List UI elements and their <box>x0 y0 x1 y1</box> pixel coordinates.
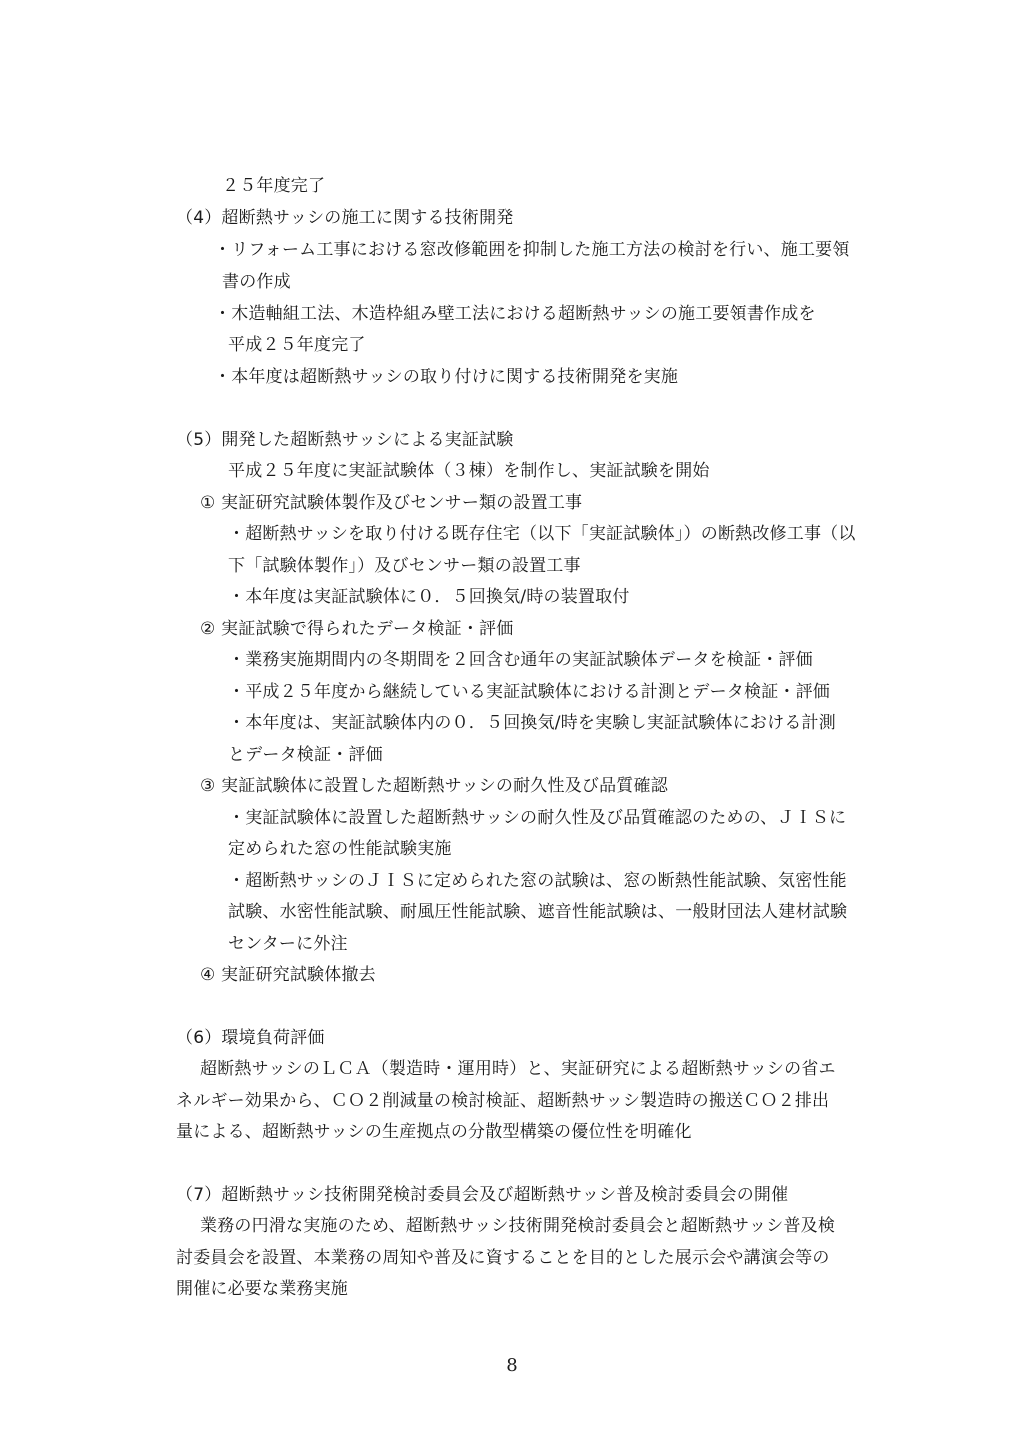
section-heading-4: （4）超断熱サッシの施工に関する技術開発 <box>176 208 514 228</box>
text-line: ・本年度は超断熱サッシの取り付けに関する技術開発を実施 <box>214 367 679 387</box>
text-line: 平成２５年度に実証試験体（３棟）を制作し、実証試験を開始 <box>228 461 710 481</box>
subsection-heading-3: ③ 実証試験体に設置した超断熱サッシの耐久性及び品質確認 <box>200 776 668 796</box>
text-line: ネルギー効果から、ＣＯ２削減量の検討検証、超断熱サッシ製造時の搬送ＣＯ２排出 <box>176 1091 830 1111</box>
text-line: ・実証試験体に設置した超断熱サッシの耐久性及び品質確認のための、ＪＩＳに <box>228 808 847 828</box>
text-line: 業務の円滑な実施のため、超断熱サッシ技術開発検討委員会と超断熱サッシ普及検 <box>200 1216 836 1236</box>
text-line: 量による、超断熱サッシの生産拠点の分散型構築の優位性を明確化 <box>176 1122 692 1142</box>
text-line: ・木造軸組工法、木造枠組み壁工法における超断熱サッシの施工要領書作成を <box>214 304 816 324</box>
text-line: 定められた窓の性能試験実施 <box>228 839 452 859</box>
text-line: ２５年度完了 <box>222 176 326 196</box>
text-line: ・業務実施期間内の冬期間を２回含む通年の実証試験体データを検証・評価 <box>228 650 813 670</box>
section-heading-6: （6）環境負荷評価 <box>176 1028 325 1048</box>
text-line: ・超断熱サッシのＪＩＳに定められた窓の試験は、窓の断熱性能試験、気密性能 <box>228 871 847 891</box>
section-heading-7: （7）超断熱サッシ技術開発検討委員会及び超断熱サッシ普及検討委員会の開催 <box>176 1185 789 1205</box>
text-line: ・本年度は、実証試験体内の０．５回換気/時を実験し実証試験体における計測 <box>228 713 836 733</box>
text-line: 超断熱サッシのＬＣＡ（製造時・運用時）と、実証研究による超断熱サッシの省エ <box>200 1059 836 1079</box>
text-line: センターに外注 <box>228 934 348 954</box>
text-line: 開催に必要な業務実施 <box>176 1279 348 1299</box>
section-heading-5: （5）開発した超断熱サッシによる実証試験 <box>176 430 514 450</box>
text-line: ・平成２５年度から継続している実証試験体における計測とデータ検証・評価 <box>228 682 830 702</box>
page-number: 8 <box>506 1355 518 1376</box>
text-line: 下「試験体製作」）及びセンサー類の設置工事 <box>228 556 581 576</box>
text-line: ・本年度は実証試験体に０．５回換気/時の装置取付 <box>228 587 630 607</box>
text-line: 平成２５年度完了 <box>228 335 366 355</box>
text-line: ・リフォーム工事における窓改修範囲を抑制した施工方法の検討を行い、施工要領 <box>214 240 850 260</box>
subsection-heading-1: ① 実証研究試験体製作及びセンサー類の設置工事 <box>200 493 583 513</box>
text-line: ・超断熱サッシを取り付ける既存住宅（以下「実証試験体」）の断熱改修工事（以 <box>228 524 856 544</box>
text-line: とデータ検証・評価 <box>228 745 383 765</box>
subsection-heading-4: ④ 実証研究試験体撤去 <box>200 965 376 985</box>
text-line: 書の作成 <box>222 272 291 292</box>
text-line: 討委員会を設置、本業務の周知や普及に資することを目的とした展示会や講演会等の <box>176 1248 830 1268</box>
subsection-heading-2: ② 実証試験で得られたデータ検証・評価 <box>200 619 514 639</box>
text-line: 試験、水密性能試験、耐風圧性能試験、遮音性能試験は、一般財団法人建材試験 <box>228 902 848 922</box>
